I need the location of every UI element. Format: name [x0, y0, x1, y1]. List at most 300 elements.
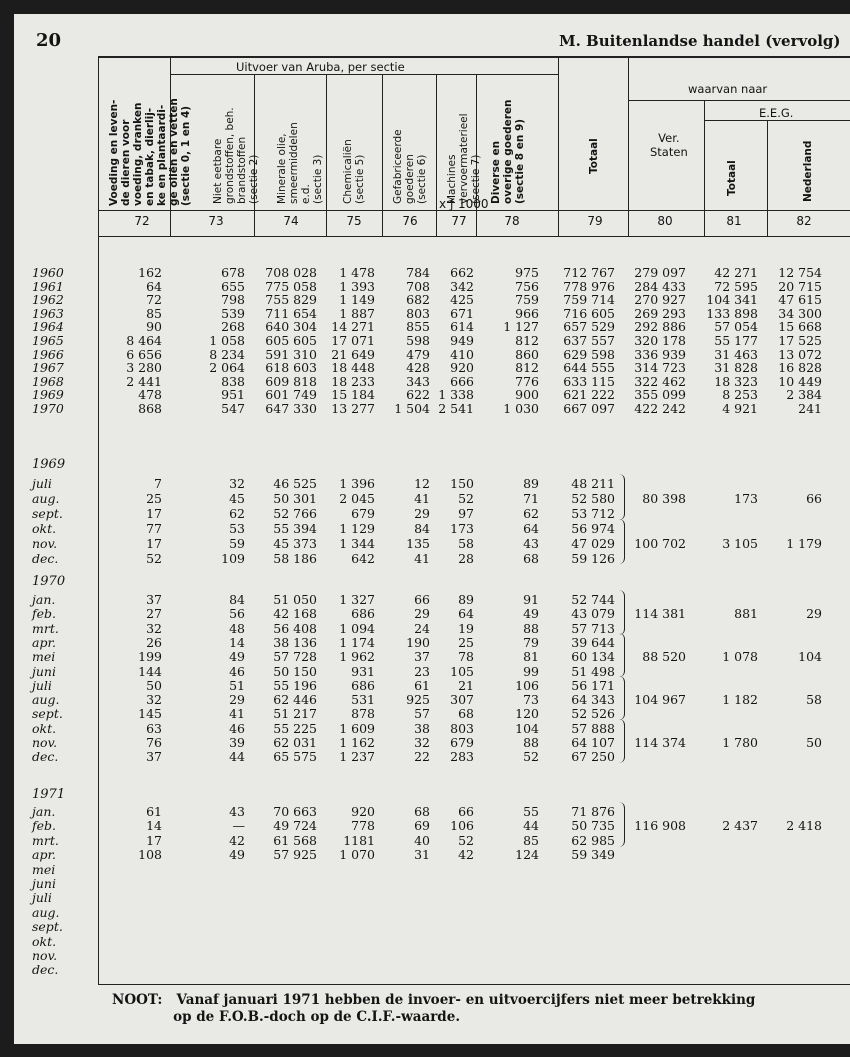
table-cell-col-74: 711 654 — [265, 305, 317, 321]
col-header-76: Gefabriceerde goederen (sectie 6) — [392, 129, 428, 204]
table-cell-col-72: 3 280 — [126, 360, 162, 376]
table-cell-col-82: 2 418 — [786, 818, 822, 834]
table-cell-col-77: 307 — [450, 692, 474, 708]
table-cell-col-73: 32 — [229, 476, 245, 491]
quarter-brace — [618, 676, 625, 721]
total-left-rule — [558, 56, 559, 236]
table-cell-col-79: 637 557 — [563, 333, 615, 348]
table-cell-col-78: 1 030 — [503, 401, 539, 416]
row-label: 1964 — [32, 319, 64, 335]
table-cell-col-73: 43 — [229, 804, 245, 819]
period-year-label: 1970 — [32, 574, 66, 589]
table-cell-col-76: 190 — [406, 634, 430, 650]
table-cell-col-81: 1 780 — [722, 735, 758, 750]
table-cell-col-77: 25 — [458, 634, 474, 650]
table-cell-col-74: 755 829 — [265, 292, 317, 308]
row-label: aug. — [32, 904, 60, 920]
row-label: jan. — [32, 804, 56, 819]
row-label: dec. — [32, 550, 59, 566]
table-cell-col-77: 68 — [458, 706, 474, 722]
row-label: aug. — [32, 692, 60, 708]
table-cell-col-76: 682 — [406, 292, 430, 308]
row-label: okt. — [32, 933, 57, 949]
table-cell-col-79: 759 714 — [563, 292, 615, 308]
table-cell-col-76: 479 — [406, 346, 430, 362]
table-cell-col-77: 2 541 — [438, 401, 474, 416]
col-header-79: Totaal — [588, 138, 600, 174]
eeg-mid-rule — [767, 120, 768, 236]
table-cell-col-73: 678 — [221, 265, 245, 280]
table-cell-col-79: 51 498 — [571, 663, 615, 679]
table-cell-col-76: 32 — [414, 735, 430, 750]
row-label: feb. — [32, 606, 56, 622]
page-number: 20 — [36, 30, 62, 51]
table-cell-col-78: 62 — [523, 505, 539, 521]
table-cell-col-75: 679 — [351, 505, 375, 521]
row-label: mei — [32, 649, 56, 665]
row-label: mrt. — [32, 620, 59, 636]
table-cell-col-73: 62 — [229, 505, 245, 521]
table-cell-col-72: 199 — [138, 649, 162, 665]
table-cell-col-72: 7 — [154, 476, 162, 491]
table-cell-col-74: 618 603 — [265, 360, 317, 376]
table-cell-col-81: 42 271 — [714, 265, 758, 280]
table-cell-col-73: 798 — [221, 292, 245, 308]
table-cell-col-81: 31 463 — [714, 346, 758, 362]
table-cell-col-77: 1 338 — [438, 387, 474, 403]
table-cell-col-74: 57 925 — [273, 847, 317, 863]
row-label: nov. — [32, 535, 58, 551]
table-cell-col-79: 53 712 — [571, 505, 615, 521]
table-cell-col-80: 279 097 — [634, 265, 686, 280]
table-cell-col-73: 46 — [229, 663, 245, 679]
table-cell-col-74: 640 304 — [265, 319, 317, 335]
col-header-75: Chemicaliën (sectie 5) — [342, 139, 366, 204]
col-rule-5 — [436, 74, 437, 236]
table-cell-col-73: 29 — [229, 692, 245, 708]
row-label: dec. — [32, 962, 59, 978]
table-cell-col-76: 24 — [414, 620, 430, 636]
period-year-label: 1971 — [32, 787, 66, 802]
table-cell-col-72: 76 — [146, 735, 162, 750]
table-cell-col-82: 2 384 — [786, 387, 822, 403]
group-header-uitvoer: Uitvoer van Aruba, per sectie — [236, 60, 405, 74]
row-label: aug. — [32, 490, 60, 506]
table-cell-col-77: 425 — [450, 292, 474, 308]
table-cell-col-72: 14 — [146, 818, 162, 834]
table-cell-col-77: 58 — [458, 535, 474, 551]
table-cell-col-72: 64 — [146, 278, 162, 294]
row-label: sept. — [32, 505, 63, 521]
table-cell-col-73: 41 — [229, 706, 245, 722]
table-cell-col-77: 19 — [458, 620, 474, 636]
table-cell-col-75: 1 237 — [339, 749, 375, 765]
group-rule-eeg — [704, 120, 850, 121]
group-header-waarvan: waarvan naar — [688, 82, 768, 96]
table-cell-col-77: 89 — [458, 592, 474, 607]
row-label: 1961 — [32, 278, 64, 294]
table-cell-col-79: 644 555 — [563, 360, 615, 376]
table-cell-col-81: 2 437 — [722, 818, 758, 834]
table-cell-col-77: 106 — [450, 818, 474, 834]
col-number: 72 — [134, 214, 150, 228]
table-cell-col-81: 31 828 — [714, 360, 758, 376]
table-cell-col-80: 88 520 — [642, 649, 686, 665]
table-cell-col-77: 52 — [458, 832, 474, 848]
table-cell-col-74: 45 373 — [273, 535, 317, 551]
row-label: jan. — [32, 592, 56, 607]
table-cell-col-74: 56 408 — [273, 620, 317, 636]
table-cell-col-73: 2 064 — [209, 360, 245, 376]
table-cell-col-75: 920 — [351, 804, 375, 819]
table-cell-col-78: 120 — [515, 706, 539, 722]
table-cell-col-77: 410 — [450, 346, 474, 362]
row-label: apr. — [32, 634, 57, 650]
table-cell-col-73: 56 — [229, 606, 245, 622]
table-cell-col-73: 14 — [229, 634, 245, 650]
table-bottom-rule — [98, 984, 850, 985]
col-number: 76 — [402, 214, 418, 228]
table-cell-col-78: 900 — [515, 387, 539, 403]
table-cell-col-76: 343 — [406, 373, 430, 389]
table-cell-col-72: 478 — [138, 387, 162, 403]
table-cell-col-79: 56 974 — [571, 520, 615, 536]
table-cell-col-81: 72 595 — [714, 278, 758, 294]
col-header-74: Minerale olie, smeermiddelen e.d. (sectie 3) — [276, 122, 324, 204]
table-cell-col-79: 71 876 — [571, 804, 615, 819]
running-header: M. Buitenlandse handel (vervolg) — [559, 32, 841, 50]
table-cell-col-76: 12 — [414, 476, 430, 491]
table-cell-col-74: 58 186 — [273, 550, 317, 566]
table-top-rule — [98, 56, 850, 58]
table-cell-col-72: 868 — [138, 401, 162, 416]
table-cell-col-79: 712 767 — [563, 265, 615, 280]
table-cell-col-73: 84 — [229, 592, 245, 607]
table-cell-col-75: 642 — [351, 550, 375, 566]
col-number: 78 — [504, 214, 520, 228]
col-number: 77 — [451, 214, 467, 228]
table-cell-col-72: 17 — [146, 832, 162, 848]
table-cell-col-77: 97 — [458, 505, 474, 521]
table-cell-col-79: 64 343 — [571, 692, 615, 708]
table-cell-col-80: 422 242 — [634, 401, 686, 416]
table-cell-col-80: 116 908 — [634, 818, 686, 834]
table-cell-col-73: 109 — [221, 550, 245, 566]
table-cell-col-72: 61 — [146, 804, 162, 819]
table-cell-col-77: 679 — [450, 735, 474, 750]
table-cell-col-72: 162 — [138, 265, 162, 280]
table-cell-col-74: 601 749 — [265, 387, 317, 403]
document-page — [14, 14, 850, 1044]
table-cell-col-81: 55 177 — [714, 333, 758, 348]
col-header-81: Totaal — [726, 160, 738, 196]
table-cell-col-78: 812 — [515, 333, 539, 348]
table-cell-col-74: 42 168 — [273, 606, 317, 622]
table-cell-col-76: 135 — [406, 535, 430, 551]
table-cell-col-73: 39 — [229, 735, 245, 750]
table-cell-col-75: 931 — [351, 663, 375, 679]
table-cell-col-77: 614 — [450, 319, 474, 335]
table-cell-col-75: 2 045 — [339, 490, 375, 506]
table-cell-col-74: 50 150 — [273, 663, 317, 679]
table-cell-col-78: 52 — [523, 749, 539, 765]
table-cell-col-82: 66 — [806, 490, 822, 506]
table-cell-col-74: 52 766 — [273, 505, 317, 521]
col-number: 74 — [283, 214, 299, 228]
table-cell-col-72: 63 — [146, 720, 162, 736]
table-cell-col-81: 8 253 — [722, 387, 758, 403]
table-cell-col-75: 1 070 — [339, 847, 375, 863]
table-cell-col-79: 59 349 — [571, 847, 615, 863]
col-header-80: Ver. Staten — [650, 131, 688, 159]
col-number: 80 — [657, 214, 673, 228]
table-cell-col-80: 104 967 — [634, 692, 686, 708]
table-cell-col-76: 68 — [414, 804, 430, 819]
col-header-77: Machines vervoermaterieel (sectie 7) — [446, 113, 482, 204]
col-number: 75 — [346, 214, 362, 228]
table-cell-col-76: 622 — [406, 387, 430, 403]
table-cell-col-76: 69 — [414, 818, 430, 834]
table-cell-col-73: 951 — [221, 387, 245, 403]
table-cell-col-80: 100 702 — [634, 535, 686, 551]
quarter-brace — [618, 519, 625, 565]
table-cell-col-81: 173 — [734, 490, 758, 506]
table-cell-col-73: 1 058 — [209, 333, 245, 348]
table-cell-col-73: 42 — [229, 832, 245, 848]
table-cell-col-82: 104 — [798, 649, 822, 665]
table-cell-col-75: 1181 — [343, 832, 375, 848]
table-cell-col-76: 31 — [414, 847, 430, 863]
table-cell-col-72: 32 — [146, 620, 162, 636]
table-cell-col-75: 1 094 — [339, 620, 375, 636]
table-cell-col-78: 73 — [523, 692, 539, 708]
table-cell-col-74: 51 050 — [273, 592, 317, 607]
table-cell-col-75: 1 129 — [339, 520, 375, 536]
unit-label: x ƒ 1000 — [439, 197, 489, 211]
quarter-brace — [618, 633, 625, 678]
table-cell-col-78: 79 — [523, 634, 539, 650]
table-cell-col-76: 925 — [406, 692, 430, 708]
table-cell-col-79: 52 526 — [571, 706, 615, 722]
table-cell-col-74: 61 568 — [273, 832, 317, 848]
table-cell-col-81: 1 182 — [722, 692, 758, 708]
row-label: 1965 — [32, 333, 64, 348]
table-cell-col-73: 53 — [229, 520, 245, 536]
table-cell-col-78: 85 — [523, 832, 539, 848]
table-cell-col-79: 667 097 — [563, 401, 615, 416]
table-cell-col-75: 18 448 — [331, 360, 375, 376]
table-cell-col-76: 38 — [414, 720, 430, 736]
table-cell-col-72: 17 — [146, 535, 162, 551]
col-rule-4 — [382, 74, 383, 236]
table-cell-col-74: 591 310 — [265, 346, 317, 362]
table-cell-col-80: 284 433 — [634, 278, 686, 294]
table-cell-col-75: 14 271 — [331, 319, 375, 335]
table-cell-col-78: 975 — [515, 265, 539, 280]
table-cell-col-77: 66 — [458, 804, 474, 819]
table-cell-col-77: 150 — [450, 476, 474, 491]
table-cell-col-82: 241 — [798, 401, 822, 416]
table-cell-col-72: 145 — [138, 706, 162, 722]
row-label: 1960 — [32, 265, 64, 280]
table-cell-col-79: 657 529 — [563, 319, 615, 335]
table-cell-col-81: 1 078 — [722, 649, 758, 665]
table-cell-col-77: 21 — [458, 677, 474, 693]
table-cell-col-82: 20 715 — [778, 278, 822, 294]
table-cell-col-74: 708 028 — [265, 265, 317, 280]
table-cell-col-73: 49 — [229, 847, 245, 863]
table-cell-col-75: 1 393 — [339, 278, 375, 294]
row-label: okt. — [32, 520, 57, 536]
table-cell-col-72: 26 — [146, 634, 162, 650]
table-cell-col-77: 803 — [450, 720, 474, 736]
table-cell-col-76: 66 — [414, 592, 430, 607]
table-cell-col-79: 64 107 — [571, 735, 615, 750]
table-cell-col-76: 598 — [406, 333, 430, 348]
table-cell-col-76: 23 — [414, 663, 430, 679]
table-cell-col-79: 43 079 — [571, 606, 615, 622]
table-cell-col-76: 57 — [414, 706, 430, 722]
table-cell-col-74: 55 394 — [273, 520, 317, 536]
col-header-82: Nederland — [802, 140, 814, 202]
table-cell-col-79: 621 222 — [563, 387, 615, 403]
table-cell-col-78: 43 — [523, 535, 539, 551]
table-cell-col-76: 41 — [414, 490, 430, 506]
table-cell-col-77: 342 — [450, 278, 474, 294]
table-cell-col-78: 44 — [523, 818, 539, 834]
table-cell-col-78: 49 — [523, 606, 539, 622]
table-cell-col-80: 270 927 — [634, 292, 686, 308]
table-cell-col-78: 104 — [515, 720, 539, 736]
table-cell-col-76: 428 — [406, 360, 430, 376]
table-cell-col-79: 52 744 — [571, 592, 615, 607]
table-cell-col-80: 320 178 — [634, 333, 686, 348]
table-cell-col-79: 56 171 — [571, 677, 615, 693]
table-cell-col-80: 114 381 — [634, 606, 686, 622]
col-number: 81 — [726, 214, 742, 228]
table-cell-col-78: 88 — [523, 620, 539, 636]
table-cell-col-78: 1 127 — [503, 319, 539, 335]
table-cell-col-74: 605 605 — [265, 333, 317, 348]
table-cell-col-74: 647 330 — [265, 401, 317, 416]
row-label: 1962 — [32, 292, 64, 308]
table-cell-col-76: 61 — [414, 677, 430, 693]
table-cell-col-74: 46 525 — [273, 476, 317, 491]
table-cell-col-79: 57 888 — [571, 720, 615, 736]
table-cell-col-81: 57 054 — [714, 319, 758, 335]
table-cell-col-73: — — [232, 818, 245, 834]
table-cell-col-79: 629 598 — [563, 346, 615, 362]
table-cell-col-75: 1 478 — [339, 265, 375, 280]
table-cell-col-81: 104 341 — [706, 292, 758, 308]
table-cell-col-74: 38 136 — [273, 634, 317, 650]
table-cell-col-75: 13 277 — [331, 401, 375, 416]
table-cell-col-78: 81 — [523, 649, 539, 665]
table-cell-col-79: 57 713 — [571, 620, 615, 636]
table-cell-col-72: 108 — [138, 847, 162, 863]
table-cell-col-78: 812 — [515, 360, 539, 376]
row-label: 1963 — [32, 305, 64, 321]
row-label: 1967 — [32, 360, 64, 376]
row-label: feb. — [32, 818, 56, 834]
col-header-72: Voeding en leven- de dieren voor voeding, dranken en tabak, dierlij- ke en plantaardi- ge oliën en vetten (sectie 0, 1 en 4) — [108, 98, 192, 206]
group-rule-waarvan — [628, 100, 850, 101]
table-cell-col-72: 72 — [146, 292, 162, 308]
table-cell-col-72: 17 — [146, 505, 162, 521]
table-cell-col-72: 37 — [146, 749, 162, 765]
table-cell-col-78: 55 — [523, 804, 539, 819]
table-cell-col-77: 64 — [458, 606, 474, 622]
row-label: apr. — [32, 847, 57, 863]
table-cell-col-79: 48 211 — [571, 476, 615, 491]
table-cell-col-80: 322 462 — [634, 373, 686, 389]
table-cell-col-76: 29 — [414, 606, 430, 622]
table-cell-col-72: 2 441 — [126, 373, 162, 389]
table-cell-col-72: 50 — [146, 677, 162, 693]
table-cell-col-75: 878 — [351, 706, 375, 722]
row-label: dec. — [32, 749, 59, 765]
table-cell-col-82: 50 — [806, 735, 822, 750]
table-cell-col-80: 292 886 — [634, 319, 686, 335]
table-cell-col-78: 91 — [523, 592, 539, 607]
table-cell-col-80: 314 723 — [634, 360, 686, 376]
table-cell-col-78: 88 — [523, 735, 539, 750]
table-cell-col-76: 84 — [414, 520, 430, 536]
table-cell-col-73: 268 — [221, 319, 245, 335]
table-cell-col-75: 15 184 — [331, 387, 375, 403]
table-cell-col-81: 881 — [734, 606, 758, 622]
table-cell-col-75: 21 649 — [331, 346, 375, 362]
table-cell-col-80: 355 099 — [634, 387, 686, 403]
table-cell-col-75: 1 396 — [339, 476, 375, 491]
table-cell-col-73: 59 — [229, 535, 245, 551]
row-label: juli — [32, 890, 52, 906]
table-cell-col-73: 838 — [221, 373, 245, 389]
table-cell-col-78: 89 — [523, 476, 539, 491]
table-cell-col-74: 62 446 — [273, 692, 317, 708]
table-cell-col-78: 966 — [515, 305, 539, 321]
row-label: okt. — [32, 720, 57, 736]
table-cell-col-77: 949 — [450, 333, 474, 348]
table-cell-col-72: 52 — [146, 550, 162, 566]
quarter-brace — [618, 474, 625, 520]
table-cell-col-76: 41 — [414, 550, 430, 566]
table-cell-col-77: 666 — [450, 373, 474, 389]
row-label: sept. — [32, 919, 63, 935]
table-cell-col-75: 1 162 — [339, 735, 375, 750]
table-cell-col-72: 32 — [146, 692, 162, 708]
table-cell-col-78: 64 — [523, 520, 539, 536]
table-cell-col-75: 686 — [351, 677, 375, 693]
table-cell-col-82: 1 179 — [786, 535, 822, 551]
table-cell-col-75: 1 887 — [339, 305, 375, 321]
table-cell-col-75: 1 149 — [339, 292, 375, 308]
total-right-rule — [628, 56, 629, 236]
table-cell-col-75: 1 327 — [339, 592, 375, 607]
table-cell-col-77: 105 — [450, 663, 474, 679]
table-cell-col-72: 27 — [146, 606, 162, 622]
table-cell-col-73: 51 — [229, 677, 245, 693]
table-cell-col-78: 106 — [515, 677, 539, 693]
table-cell-col-73: 45 — [229, 490, 245, 506]
table-cell-col-79: 62 985 — [571, 832, 615, 848]
row-label: nov. — [32, 735, 58, 750]
row-label: mrt. — [32, 832, 59, 848]
row-label: juni — [32, 663, 56, 679]
table-cell-col-81: 133 898 — [706, 305, 758, 321]
table-cell-col-75: 531 — [351, 692, 375, 708]
col-header-78: Diverse en overige goederen (sectie 8 en 9) — [490, 99, 526, 204]
